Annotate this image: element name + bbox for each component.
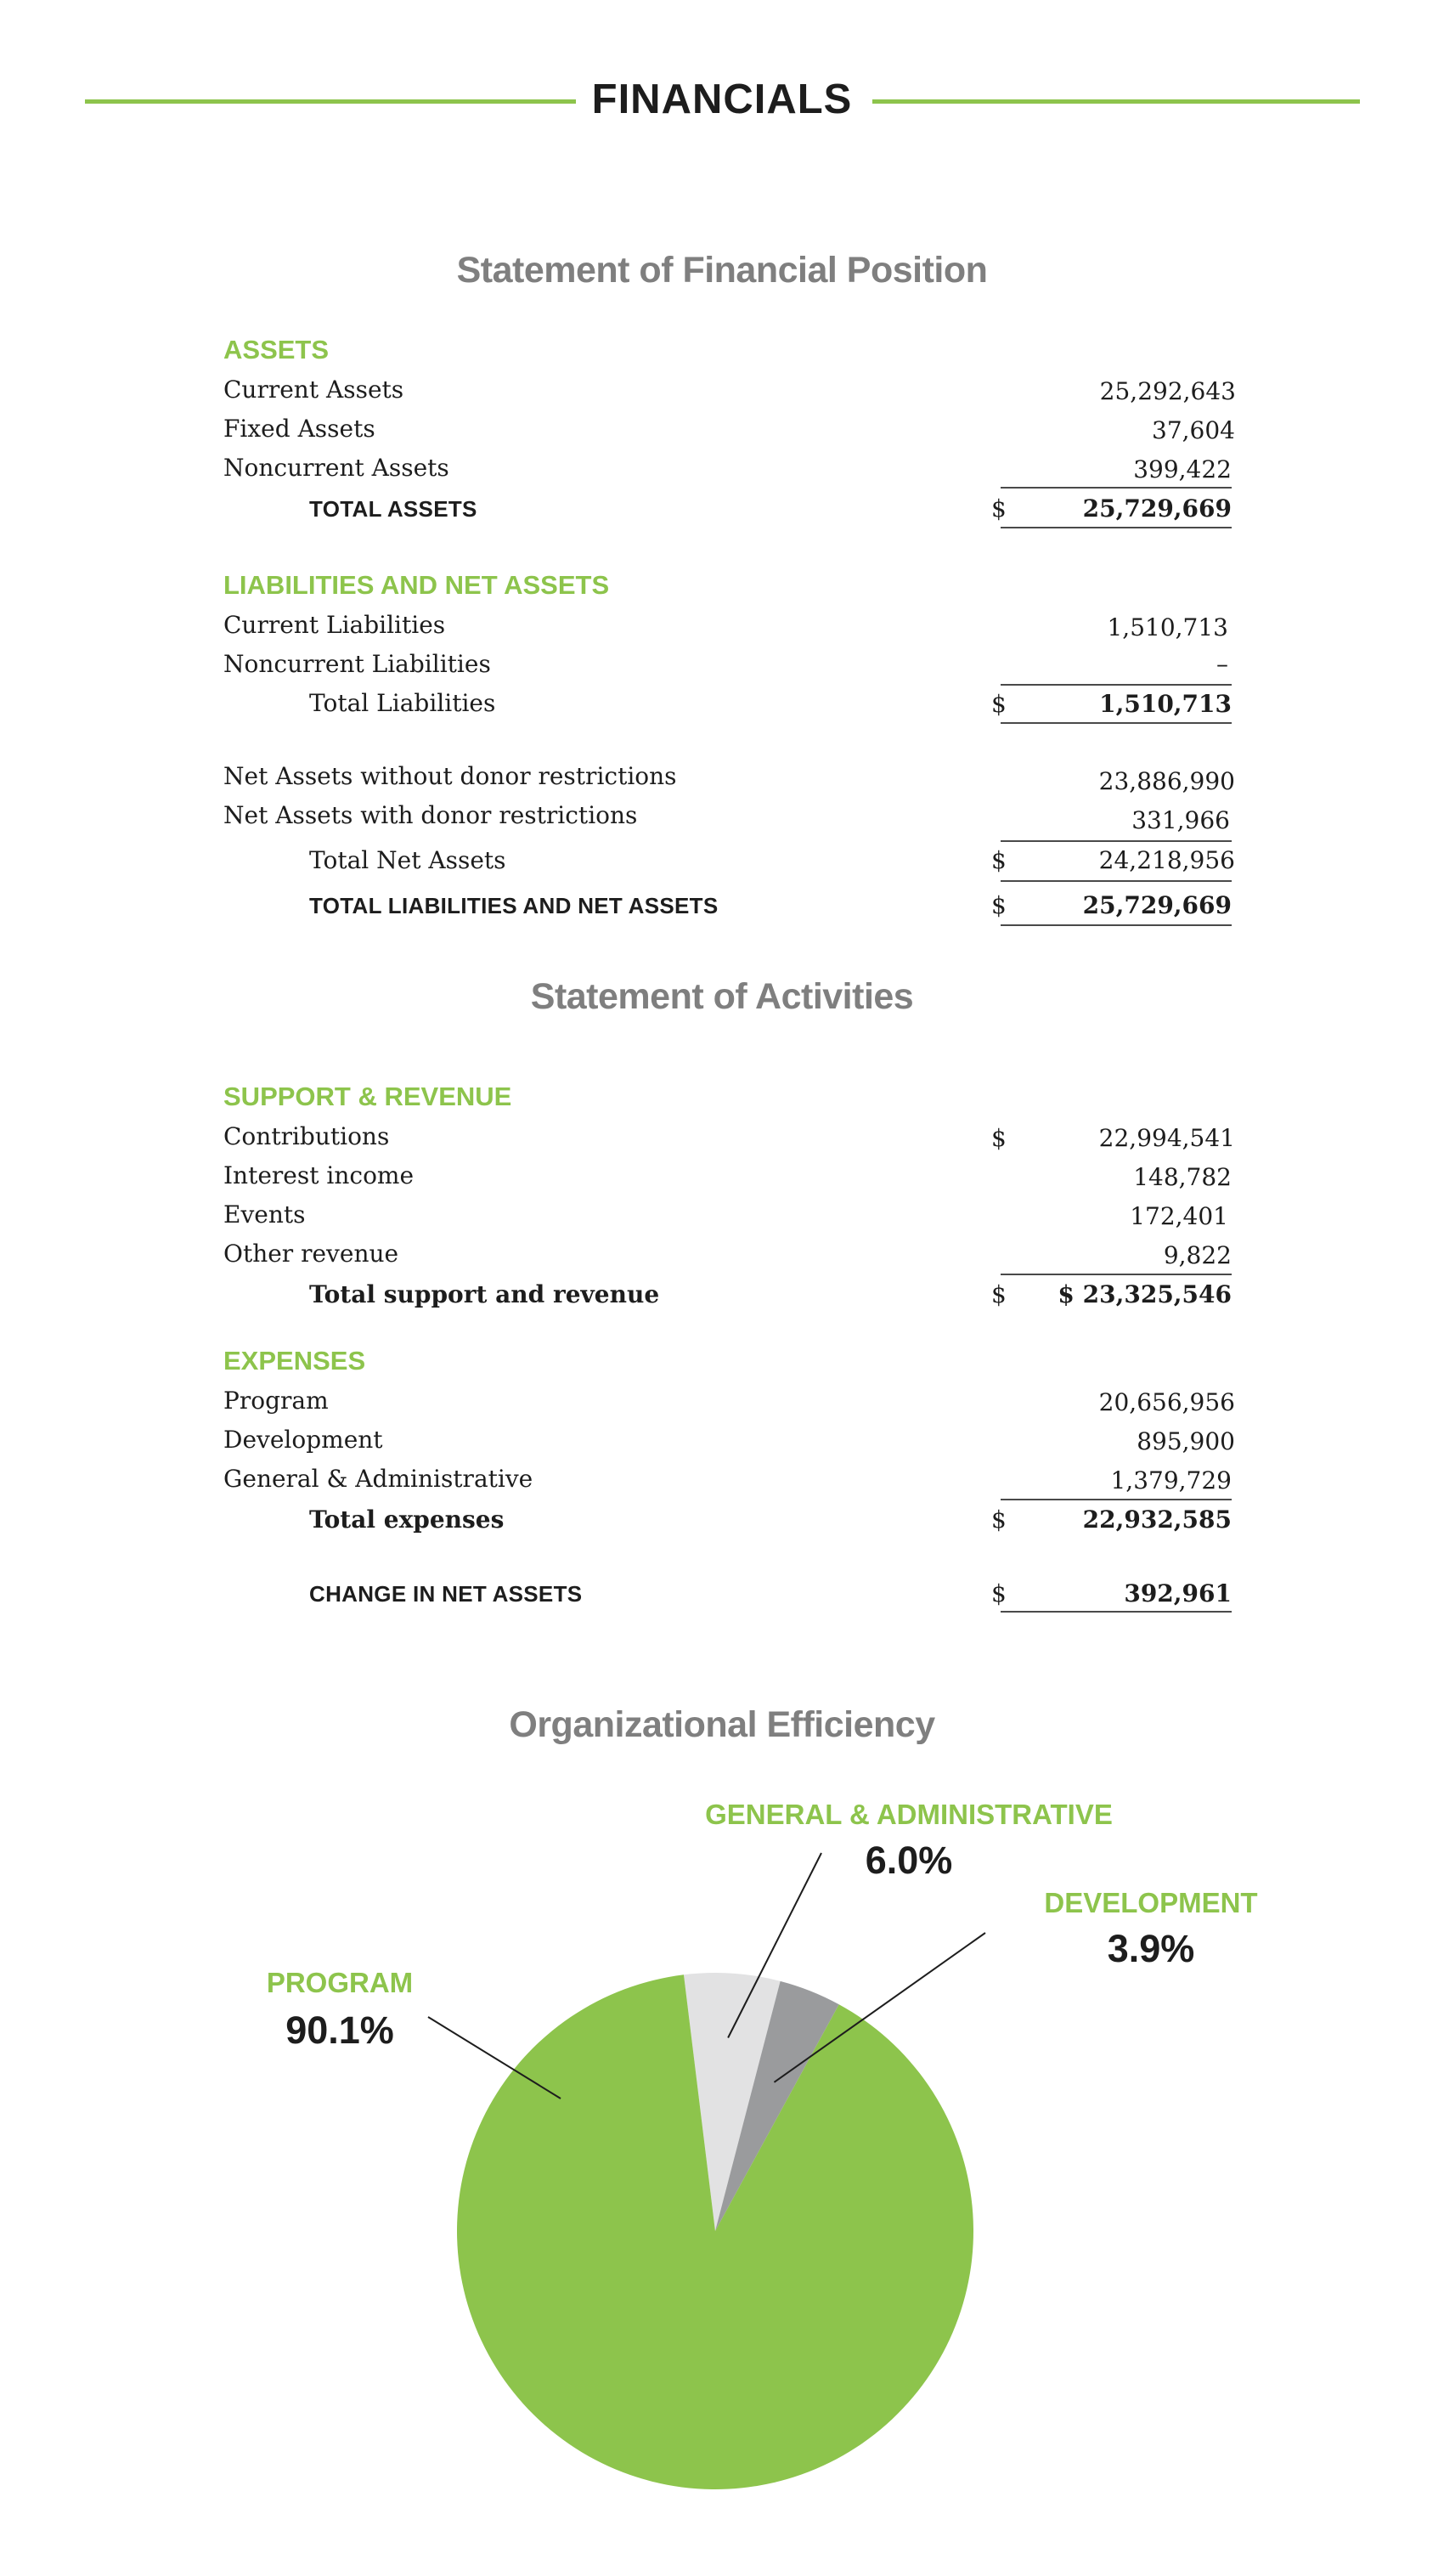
row-value: 1,510,713 [1107,613,1228,641]
total-assets-label: TOTAL ASSETS [309,496,477,522]
row-label: Noncurrent Assets [223,454,449,482]
row-label: Current Assets [223,376,404,404]
row-value: 23,886,990 [1098,767,1235,795]
currency-symbol: $ [991,1505,1007,1534]
pie-value-general-administrative: 6.0% [865,1839,953,1882]
currency-symbol: $ [991,846,1007,874]
total-assets-value: 25,729,669 [1082,494,1232,523]
row-label: Current Liabilities [223,611,446,639]
total-net-assets-value: 24,218,956 [1098,846,1235,874]
pie-label-development: DEVELOPMENT [1044,1887,1258,1918]
row-value: 148,782 [1133,1163,1232,1191]
row-label: Contributions [223,1122,390,1150]
row-label: Other revenue [223,1240,399,1268]
row-label: Net Assets with donor restrictions [223,801,638,829]
currency-symbol: $ [991,1124,1007,1152]
total-support-value: $ 23,325,546 [1058,1280,1232,1308]
pie-label-program: PROGRAM [266,1967,414,1998]
row-value: 895,900 [1137,1427,1235,1455]
row-value: 172,401 [1130,1202,1228,1230]
assets-heading: ASSETS [223,335,330,364]
activities-title: Statement of Activities [530,976,914,1017]
total-expenses-value: 22,932,585 [1082,1505,1232,1534]
row-value: 22,994,541 [1098,1124,1235,1152]
page-title: FINANCIALS [591,76,853,122]
row-label: Noncurrent Liabilities [223,650,491,678]
row-value: 9,822 [1163,1241,1232,1269]
row-value: 20,656,956 [1098,1388,1235,1416]
row-value: – [1216,650,1228,678]
expenses-heading: EXPENSES [223,1346,366,1376]
currency-symbol: $ [991,891,1007,919]
total-liabilities-net-assets-label: TOTAL LIABILITIES AND NET ASSETS [309,893,719,918]
currency-symbol: $ [991,690,1007,718]
row-label: Events [223,1200,306,1229]
pie-value-development: 3.9% [1107,1927,1195,1970]
row-label: Fixed Assets [223,415,375,443]
total-liabilities-net-assets-value: 25,729,669 [1082,891,1232,919]
total-liabilities-value: 1,510,713 [1099,690,1232,718]
support-revenue-heading: SUPPORT & REVENUE [223,1082,512,1111]
currency-symbol: $ [991,1280,1007,1308]
row-label: General & Administrative [223,1465,533,1493]
total-liabilities-label: Total Liabilities [309,689,496,717]
row-value: 37,604 [1152,416,1235,444]
pie-value-program: 90.1% [285,2008,394,2052]
total-expenses-label: Total expenses [309,1505,505,1534]
liabilities-heading: LIABILITIES AND NET ASSETS [223,570,610,600]
row-value: 1,379,729 [1110,1466,1232,1494]
row-value: 399,422 [1133,455,1232,483]
change-net-assets-value: 392,961 [1124,1579,1232,1607]
row-label: Program [223,1387,329,1415]
efficiency-title: Organizational Efficiency [509,1704,935,1745]
row-value: 25,292,643 [1099,377,1236,405]
row-label: Net Assets without donor restrictions [223,762,677,790]
change-net-assets-label: CHANGE IN NET ASSETS [309,1581,583,1607]
financial-position-title: Statement of Financial Position [456,250,988,291]
total-support-label: Total support and revenue [309,1280,660,1308]
row-value: 331,966 [1131,806,1230,834]
row-label: Interest income [223,1161,415,1189]
currency-symbol: $ [991,1579,1007,1607]
currency-symbol: $ [991,494,1007,523]
total-net-assets-label: Total Net Assets [309,846,506,874]
pie-label-general-administrative: GENERAL & ADMINISTRATIVE [705,1799,1113,1830]
row-label: Development [223,1426,383,1454]
